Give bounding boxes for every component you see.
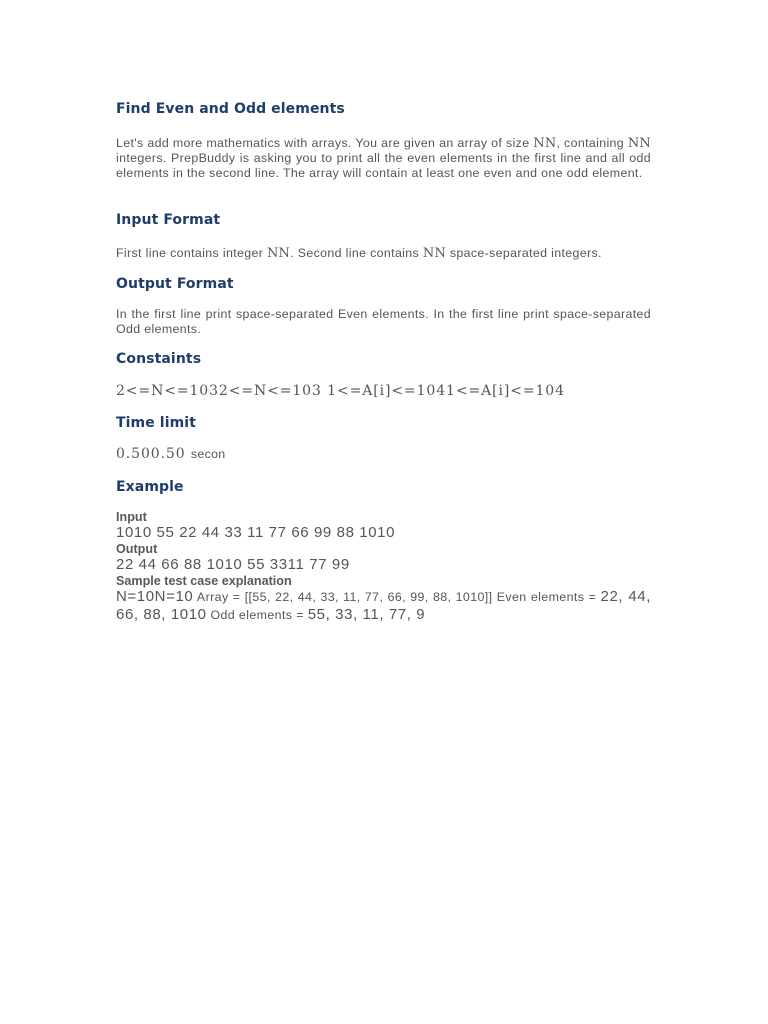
intro-text-2: , containing bbox=[556, 136, 628, 150]
time-limit-unit: secon bbox=[190, 447, 226, 461]
example-explanation-label: Sample test case explanation bbox=[116, 574, 292, 588]
time-limit-heading: Time limit bbox=[116, 415, 196, 431]
output-format-paragraph: In the first line print space-separated Even elements. In the first line print space-separated Odd elements. bbox=[116, 307, 651, 336]
constraints-heading: Constaints bbox=[116, 351, 202, 367]
input-format-paragraph bbox=[116, 246, 676, 261]
page-title: Find Even and Odd elements bbox=[116, 101, 345, 117]
explanation-text-2: Odd elements = bbox=[206, 608, 308, 622]
input-format-heading: Input Format bbox=[116, 212, 221, 228]
intro-paragraph bbox=[116, 136, 651, 181]
explanation-math-3: 55, 33, 11, 77, 9 bbox=[307, 606, 426, 623]
explanation-math-1: N=10N=10 bbox=[116, 588, 194, 605]
example-input-value: 1010 55 22 44 33 11 77 66 99 88 1010 bbox=[116, 524, 396, 541]
explanation-math-2: 22, 44, 66, 88, 1010 bbox=[116, 588, 651, 623]
input-format-text-1: First line contains integer bbox=[116, 246, 267, 260]
example-output-label: Output bbox=[116, 542, 158, 556]
example-explanation-paragraph bbox=[116, 588, 651, 624]
intro-text-1: Let's add more mathematics with arrays. You are given an array of size bbox=[116, 136, 534, 150]
constraints-text: 2<=N<=1032<=N<=103 1<=A[i]<=1041<=A[i]<=104 bbox=[116, 383, 565, 399]
example-heading: Example bbox=[116, 479, 184, 495]
input-format-text-3: space-separated integers. bbox=[446, 246, 602, 260]
intro-math-2: NN bbox=[627, 136, 651, 151]
explanation-text-1: Array = [[55, 22, 44, 33, 11, 77, 66, 99, 88, 1010]] Even elements = bbox=[193, 590, 601, 604]
example-output-value: 22 44 66 88 1010 55 3311 77 99 bbox=[116, 556, 350, 573]
time-limit-value: 0.500.50 bbox=[116, 446, 186, 462]
input-format-text-2: . Second line contains bbox=[290, 246, 423, 260]
time-limit-line bbox=[116, 446, 225, 462]
intro-math-1: NN bbox=[533, 136, 557, 151]
output-format-heading: Output Format bbox=[116, 276, 234, 292]
example-input-label: Input bbox=[116, 510, 147, 524]
input-format-math-2: NN bbox=[422, 246, 447, 261]
input-format-math-1: NN bbox=[266, 246, 291, 261]
intro-text-3: integers. PrepBuddy is asking you to print all the even elements in the first line and all odd elements in the second line. The array will contain at least one even and one odd element. bbox=[116, 151, 651, 180]
